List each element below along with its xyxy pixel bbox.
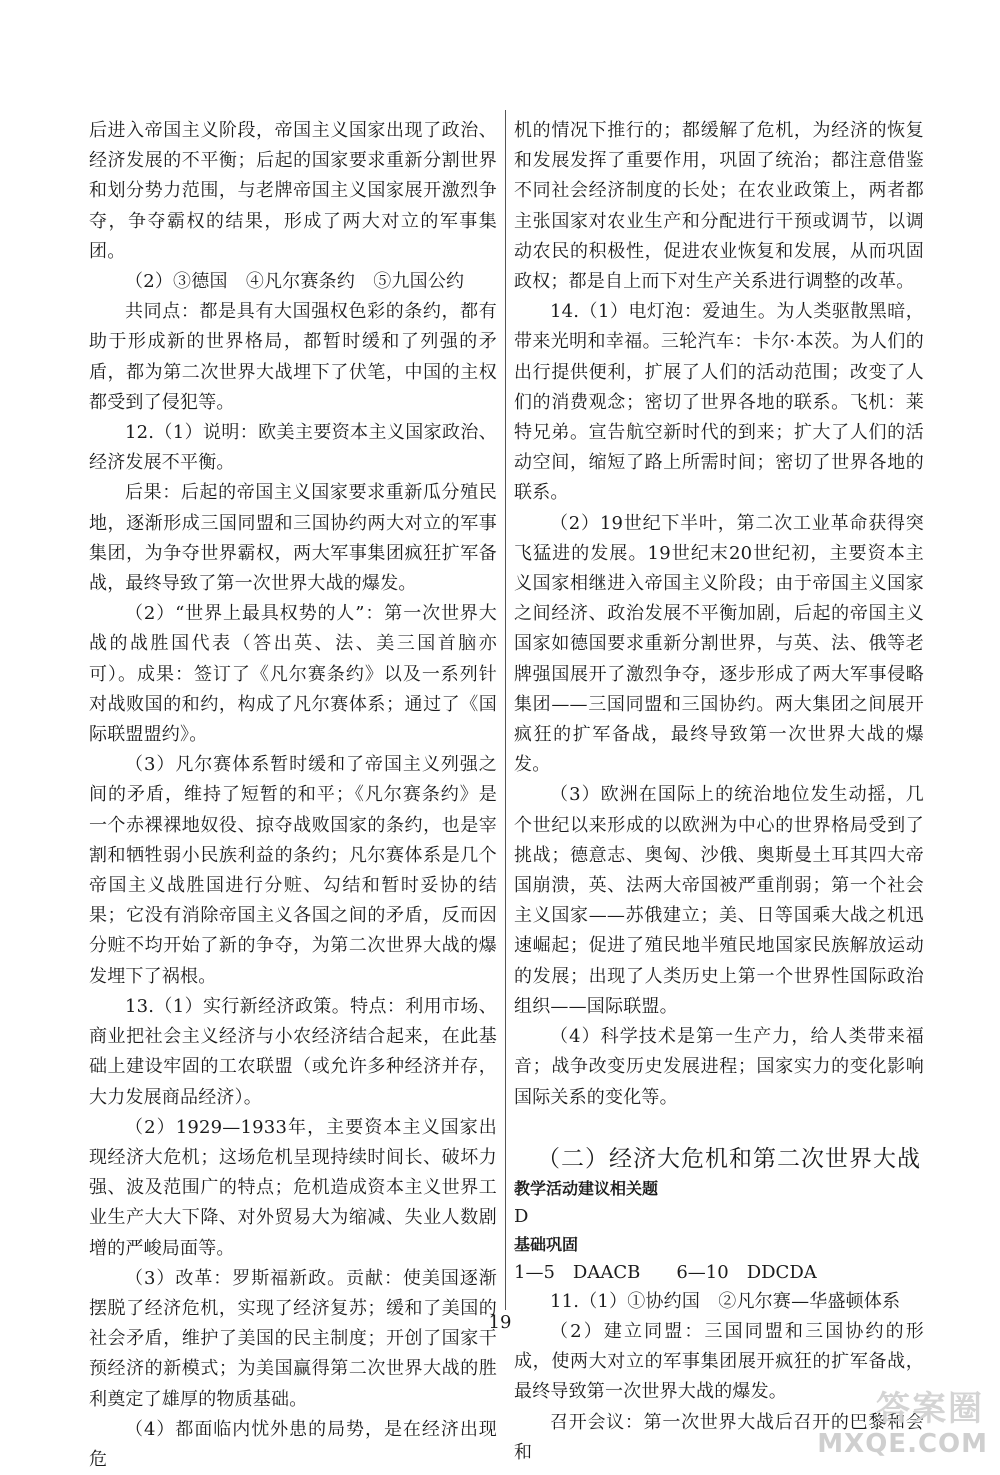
- right-column: [514, 116, 924, 1468]
- column-divider: [505, 110, 506, 1310]
- multiple-choice-answers: 1—5 DAACB 6—10 DDCDA: [514, 1261, 817, 1283]
- paragraph: （4）科学技术是第一生产力，给人类带来福音；战争改变历史发展进程；国家实力的变化影响国际关系的变化等。: [514, 1026, 924, 1108]
- paragraph: （3）欧洲在国际上的统治地位发生动摇，几个世纪以来形成的以欧洲为中心的世界格局受到了挑战；德意志、奥匈、沙俄、奥斯曼土耳其四大帝国崩溃，英、法两大帝国被严重削弱；第一个社会主义国家——苏俄建立；美、日等国乘大战之机迅速崛起；促进了殖民地半殖民地国家民族解放运动的发展；出现了人类历史上第一个世界性国际政治组织——国际联盟。: [514, 784, 924, 1017]
- section-title: （二）经济大危机和第二次世界大战: [537, 1145, 921, 1172]
- paragraph: （2）③德国 ④凡尔赛条约 ⑤九国公约: [125, 271, 465, 293]
- paragraph: 召开会议：第一次世界大战后召开的巴黎和会和: [514, 1411, 924, 1463]
- paragraph: 机的情况下推行的；都缓解了危机，为经济的恢复和发展发挥了重要作用，巩固了统治；都注意借鉴不同社会经济制度的长处；在农业政策上，两者都主张国家对农业生产和分配进行干预或调节，以调动农民的积极性，促进农业恢复和发展，从而巩固政权；都是自上而下对生产关系进行调整的改革。: [514, 120, 924, 293]
- page-number: 19: [488, 1312, 512, 1333]
- paragraph: （3）凡尔赛体系暂时缓和了帝国主义列强之间的矛盾，维持了短暂的和平；《凡尔赛条约》是一个赤裸裸地奴役、掠夺战败国家的条约，也是宰割和牺牲弱小民族利益的条约；凡尔赛体系是几个帝国主义战胜国进行分赃、勾结和暂时妥协的结果；它没有消除帝国主义各国之间的矛盾，反而因分赃不均开始了新的争夺，为第二次世界大战的爆发埋下了祸根。: [89, 754, 497, 987]
- paragraph: （2）“世界上最具权势的人”：第一次世界大战的战胜国代表（答出英、法、美三国首脑亦可）。成果：签订了《凡尔赛条约》以及一系列针对战败国的和约，构成了凡尔赛体系；通过了《国际联盟盟约》。: [89, 603, 497, 746]
- paragraph: 后果：后起的帝国主义国家要求重新瓜分殖民地，逐渐形成三国同盟和三国协约两大对立的军事集团，为争夺世界霸权，两大军事集团疯狂扩军备战，最终导致了第一次世界大战的爆发。: [89, 482, 497, 595]
- paragraph: （4）都面临内忧外患的局势，是在经济出现危: [89, 1418, 497, 1470]
- left-column: [89, 116, 497, 1475]
- paragraph: （2）19世纪下半叶，第二次工业革命获得突飞猛进的发展。19世纪末20世纪初，主要资本主义国家相继进入帝国主义阶段；由于帝国主义国家之间经济、政治发展不平衡加剧，后起的帝国主义国家如德国要求重新分割世界，与英、法、俄等老牌强国展开了激烈争夺，逐步形成了两大军事侵略集团——三国同盟和三国协约。两大集团之间展开疯狂的扩军备战，最终导致第一次世界大战的爆发。: [514, 512, 924, 776]
- paragraph: （3）改革：罗斯福新政。贡献：使美国逐渐摆脱了经济危机，实现了经济复苏；缓和了美国的社会矛盾，维护了美国的民主制度；开创了国家干预经济的新模式；为美国赢得第二次世界大战的胜利奠定了雄厚的物质基础。: [89, 1267, 497, 1410]
- watermark-bottom-text: MXQE.COM: [817, 1429, 988, 1459]
- paragraph: （2）建立同盟：三国同盟和三国协约的形成，使两大对立的军事集团展开疯狂的扩军备战，最终导致第一次世界大战的爆发。: [514, 1320, 924, 1403]
- paragraph: 共同点：都是具有大国强权色彩的条约，都有助于形成新的世界格局，都暂时缓和了列强的矛盾，都为第二次世界大战埋下了伏笔，中国的主权都受到了侵犯等。: [89, 301, 497, 413]
- paragraph: 14.（1）电灯泡：爱迪生。为人类驱散黑暗，带来光明和幸福。三轮汽车：卡尔·本茨。为人们的出行提供便利，扩展了人们的活动范围；改变了人们的消费观念；密切了世界各地的联系。飞机：莱特兄弟。宣告航空新时代的到来；扩大了人们的活动空间，缩短了路上所需时间；密切了世界各地的联系。: [514, 301, 924, 504]
- watermark-logo: [794, 1381, 994, 1459]
- answer-d: D: [514, 1205, 529, 1227]
- paragraph: 13.（1）实行新经济政策。特点：利用市场、商业把社会主义经济与小农经济结合起来，在此基础上建设牢固的工农联盟（或允许多种经济并存，大力发展商品经济）。: [89, 995, 497, 1108]
- subheading-teaching-activity: 教学活动建议相关题: [514, 1178, 659, 1198]
- paragraph: 后进入帝国主义阶段，帝国主义国家出现了政治、经济发展的不平衡；后起的国家要求重新分割世界和划分势力范围，与老牌帝国主义国家展开激烈争夺，争夺霸权的结果，形成了两大对立的军事集团。: [89, 120, 497, 262]
- watermark-top-text: 答案圈: [876, 1389, 984, 1429]
- paragraph: 11.（1）①协约国 ②凡尔赛—华盛顿体系: [550, 1290, 901, 1312]
- subheading-basic-consolidation: 基础巩固: [514, 1234, 579, 1254]
- paragraph: （2）1929—1933年，主要资本主义国家出现经济大危机；这场危机呈现持续时间长、破坏力强、波及范围广的特点；危机造成资本主义世界工业生产大大下降、对外贸易大为缩减、失业人数剧增的严峻局面等。: [89, 1116, 497, 1259]
- paragraph: 12.（1）说明：欧美主要资本主义国家政治、经济发展不平衡。: [89, 422, 497, 474]
